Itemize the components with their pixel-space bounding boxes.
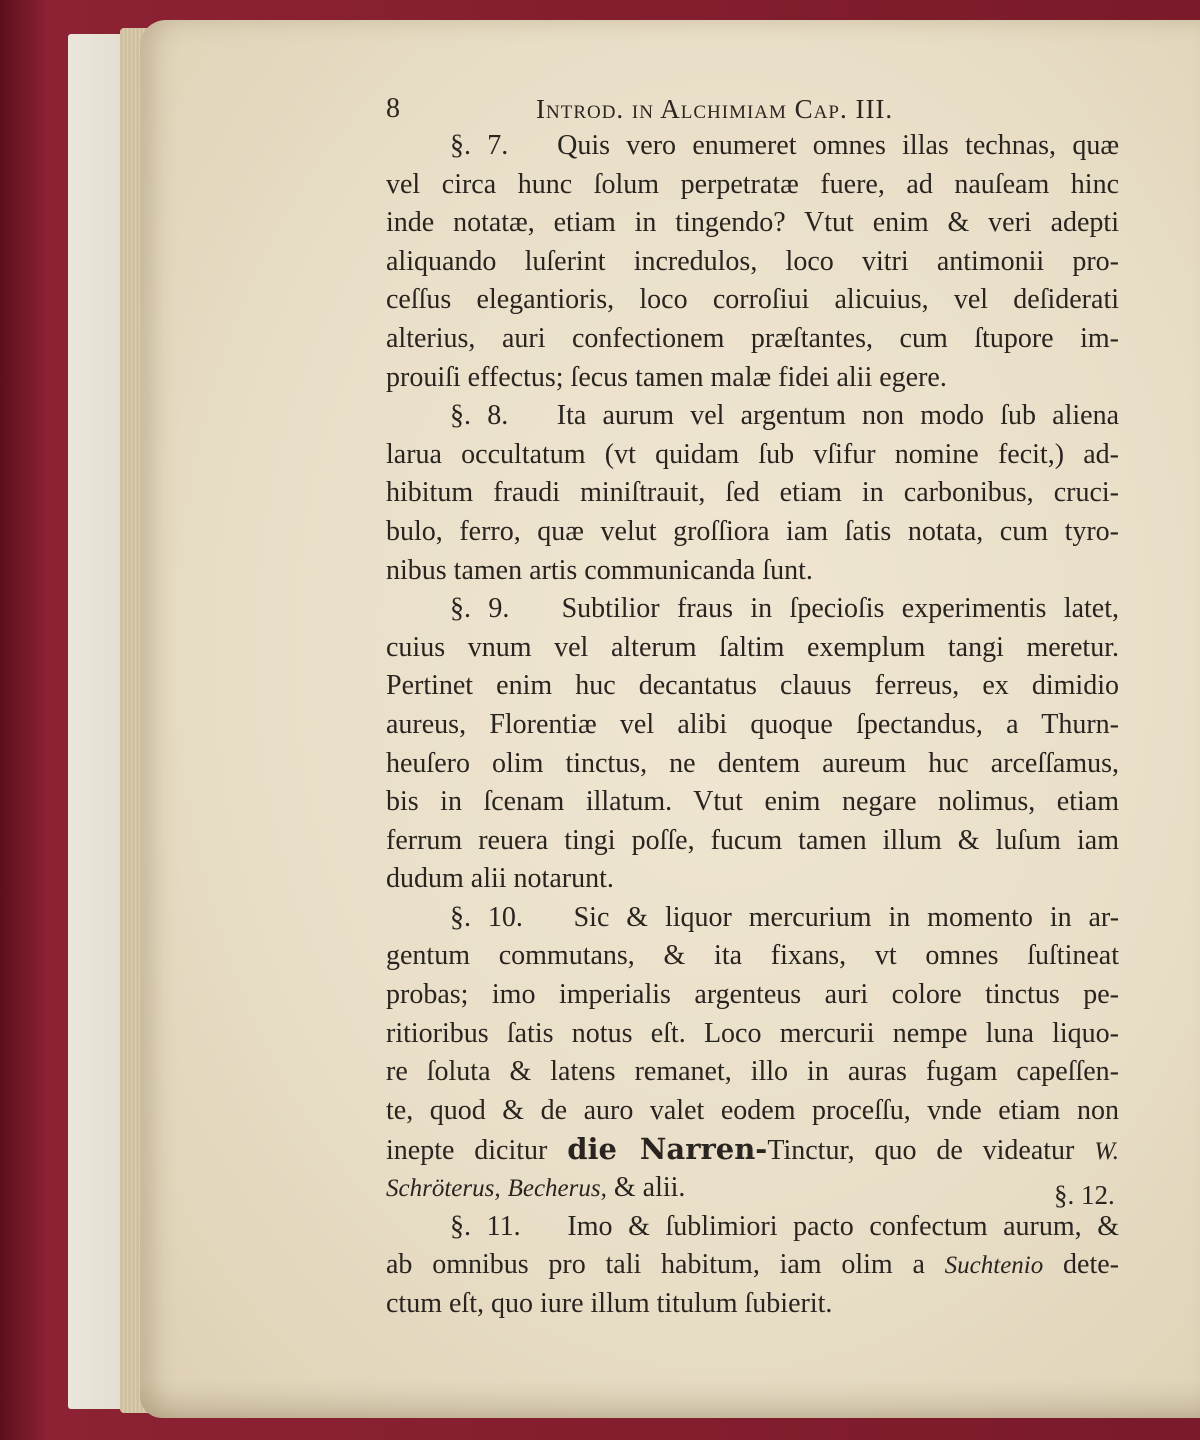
- section-number: §. 11.: [450, 1210, 521, 1242]
- text-line: ritioribus ſatis notus eſt. Loco mercurii nempe luna liquo-: [386, 1017, 1119, 1049]
- text-line: probas; imo imperialis argenteus auri colore tinctus pe-: [386, 979, 1119, 1011]
- text-line: dudum alii notarunt.: [386, 863, 614, 895]
- text-line: prouiſi effectus; ſecus tamen malæ fidei alii egere.: [386, 361, 947, 393]
- text-line: Schröterus, Becherus, & alii.: [386, 1172, 686, 1204]
- text-line: te, quod & de auro valet eodem proceſſu, vnde etiam non: [386, 1094, 1119, 1126]
- body-text: [386, 127, 1119, 1323]
- text-line: ctum eſt, quo iure illum titulum ſubierit.: [386, 1287, 833, 1319]
- author-name: Schröterus,: [386, 1175, 501, 1203]
- author-name: Suchtenio: [944, 1252, 1044, 1280]
- page-shadow: [140, 1380, 1200, 1418]
- text-line: aliquando luſerint incredulos, loco vitri antimonii pro-: [386, 245, 1119, 277]
- text-line: §. 9. Subtilior fraus in ſpecioſis experimentis latet,: [450, 593, 1120, 625]
- text-line: ab omnibus pro tali habitum, iam olim a Suchtenio dete-: [386, 1249, 1120, 1281]
- text-line: inepte dicitur die Narren-Tinctur, quo de videatur W.: [386, 1132, 1120, 1167]
- text-line: §. 7. Quis vero enumeret omnes illas technas, quæ: [450, 130, 1120, 161]
- text-line: cuius vnum vel alterum ſaltim exemplum tangi meretur.: [386, 631, 1119, 663]
- text-line: ceſſus elegantioris, loco corroſiui alicuius, vel deſiderati: [386, 284, 1119, 316]
- text-line: ferrum reuera tingi poſſe, fucum tamen illum & luſum iam: [386, 824, 1119, 856]
- text-line: hibitum fraudi miniſtrauit, ſed etiam in carbonibus, cruci-: [386, 477, 1119, 509]
- text-line: §. 10. Sic & liquor mercurium in momento in ar-: [450, 901, 1120, 933]
- text-line: bis in ſcenam illatum. Vtut enim negare nolimus, etiam: [386, 786, 1119, 818]
- author-name: W.: [1094, 1138, 1120, 1166]
- text-line: alterius, auri confectionem præſtantes, cum ſtupore im-: [386, 322, 1119, 354]
- section-number: §. 7.: [450, 130, 509, 161]
- text-line: re ſoluta & latens remanet, illo in auras fugam capeſſen-: [386, 1056, 1119, 1088]
- text-line: Pertinet enim huc decantatus clauus ferreus, ex dimidio: [386, 670, 1119, 702]
- text-line: larua occultatum (vt quidam ſub vſifur nomine fecit,) ad-: [386, 438, 1119, 470]
- text-line: gentum commutans, & ita fixans, vt omnes ſuſtineat: [386, 940, 1119, 972]
- section-number: §. 9.: [450, 593, 510, 625]
- text-line: bulo, ferro, quæ velut groſſiora iam ſatis notata, cum tyro-: [386, 515, 1119, 547]
- page-header: [386, 92, 1106, 126]
- text-line: §. 11. Imo & ſublimiori pacto confectum aurum, &: [450, 1210, 1120, 1242]
- text-line: §. 8. Ita aurum vel argentum non modo ſub aliena: [450, 400, 1120, 432]
- running-head: Introd. in Alchimiam Cap. III.: [536, 94, 894, 124]
- text-line: heuſero olim tinctus, ne dentem aureum huc arceſſamus,: [386, 747, 1119, 779]
- text-line: nibus tamen artis communicanda ſunt.: [386, 554, 813, 586]
- text-line: vel circa hunc ſolum perpetratæ fuere, ad nauſeam hinc: [386, 168, 1119, 200]
- catchword: §. 12.: [1054, 1180, 1115, 1210]
- section-number: §. 10.: [450, 901, 523, 933]
- author-name: Becherus,: [507, 1175, 607, 1203]
- blackletter-phrase: die Narren-: [567, 1132, 768, 1167]
- text-line: aureus, Florentiæ vel alibi quoque ſpectandus, a Thurn-: [386, 708, 1119, 740]
- page-number: 8: [386, 93, 400, 124]
- section-number: §. 8.: [450, 400, 509, 432]
- text-line: inde notatæ, etiam in tingendo? Vtut enim & veri adepti: [386, 207, 1119, 239]
